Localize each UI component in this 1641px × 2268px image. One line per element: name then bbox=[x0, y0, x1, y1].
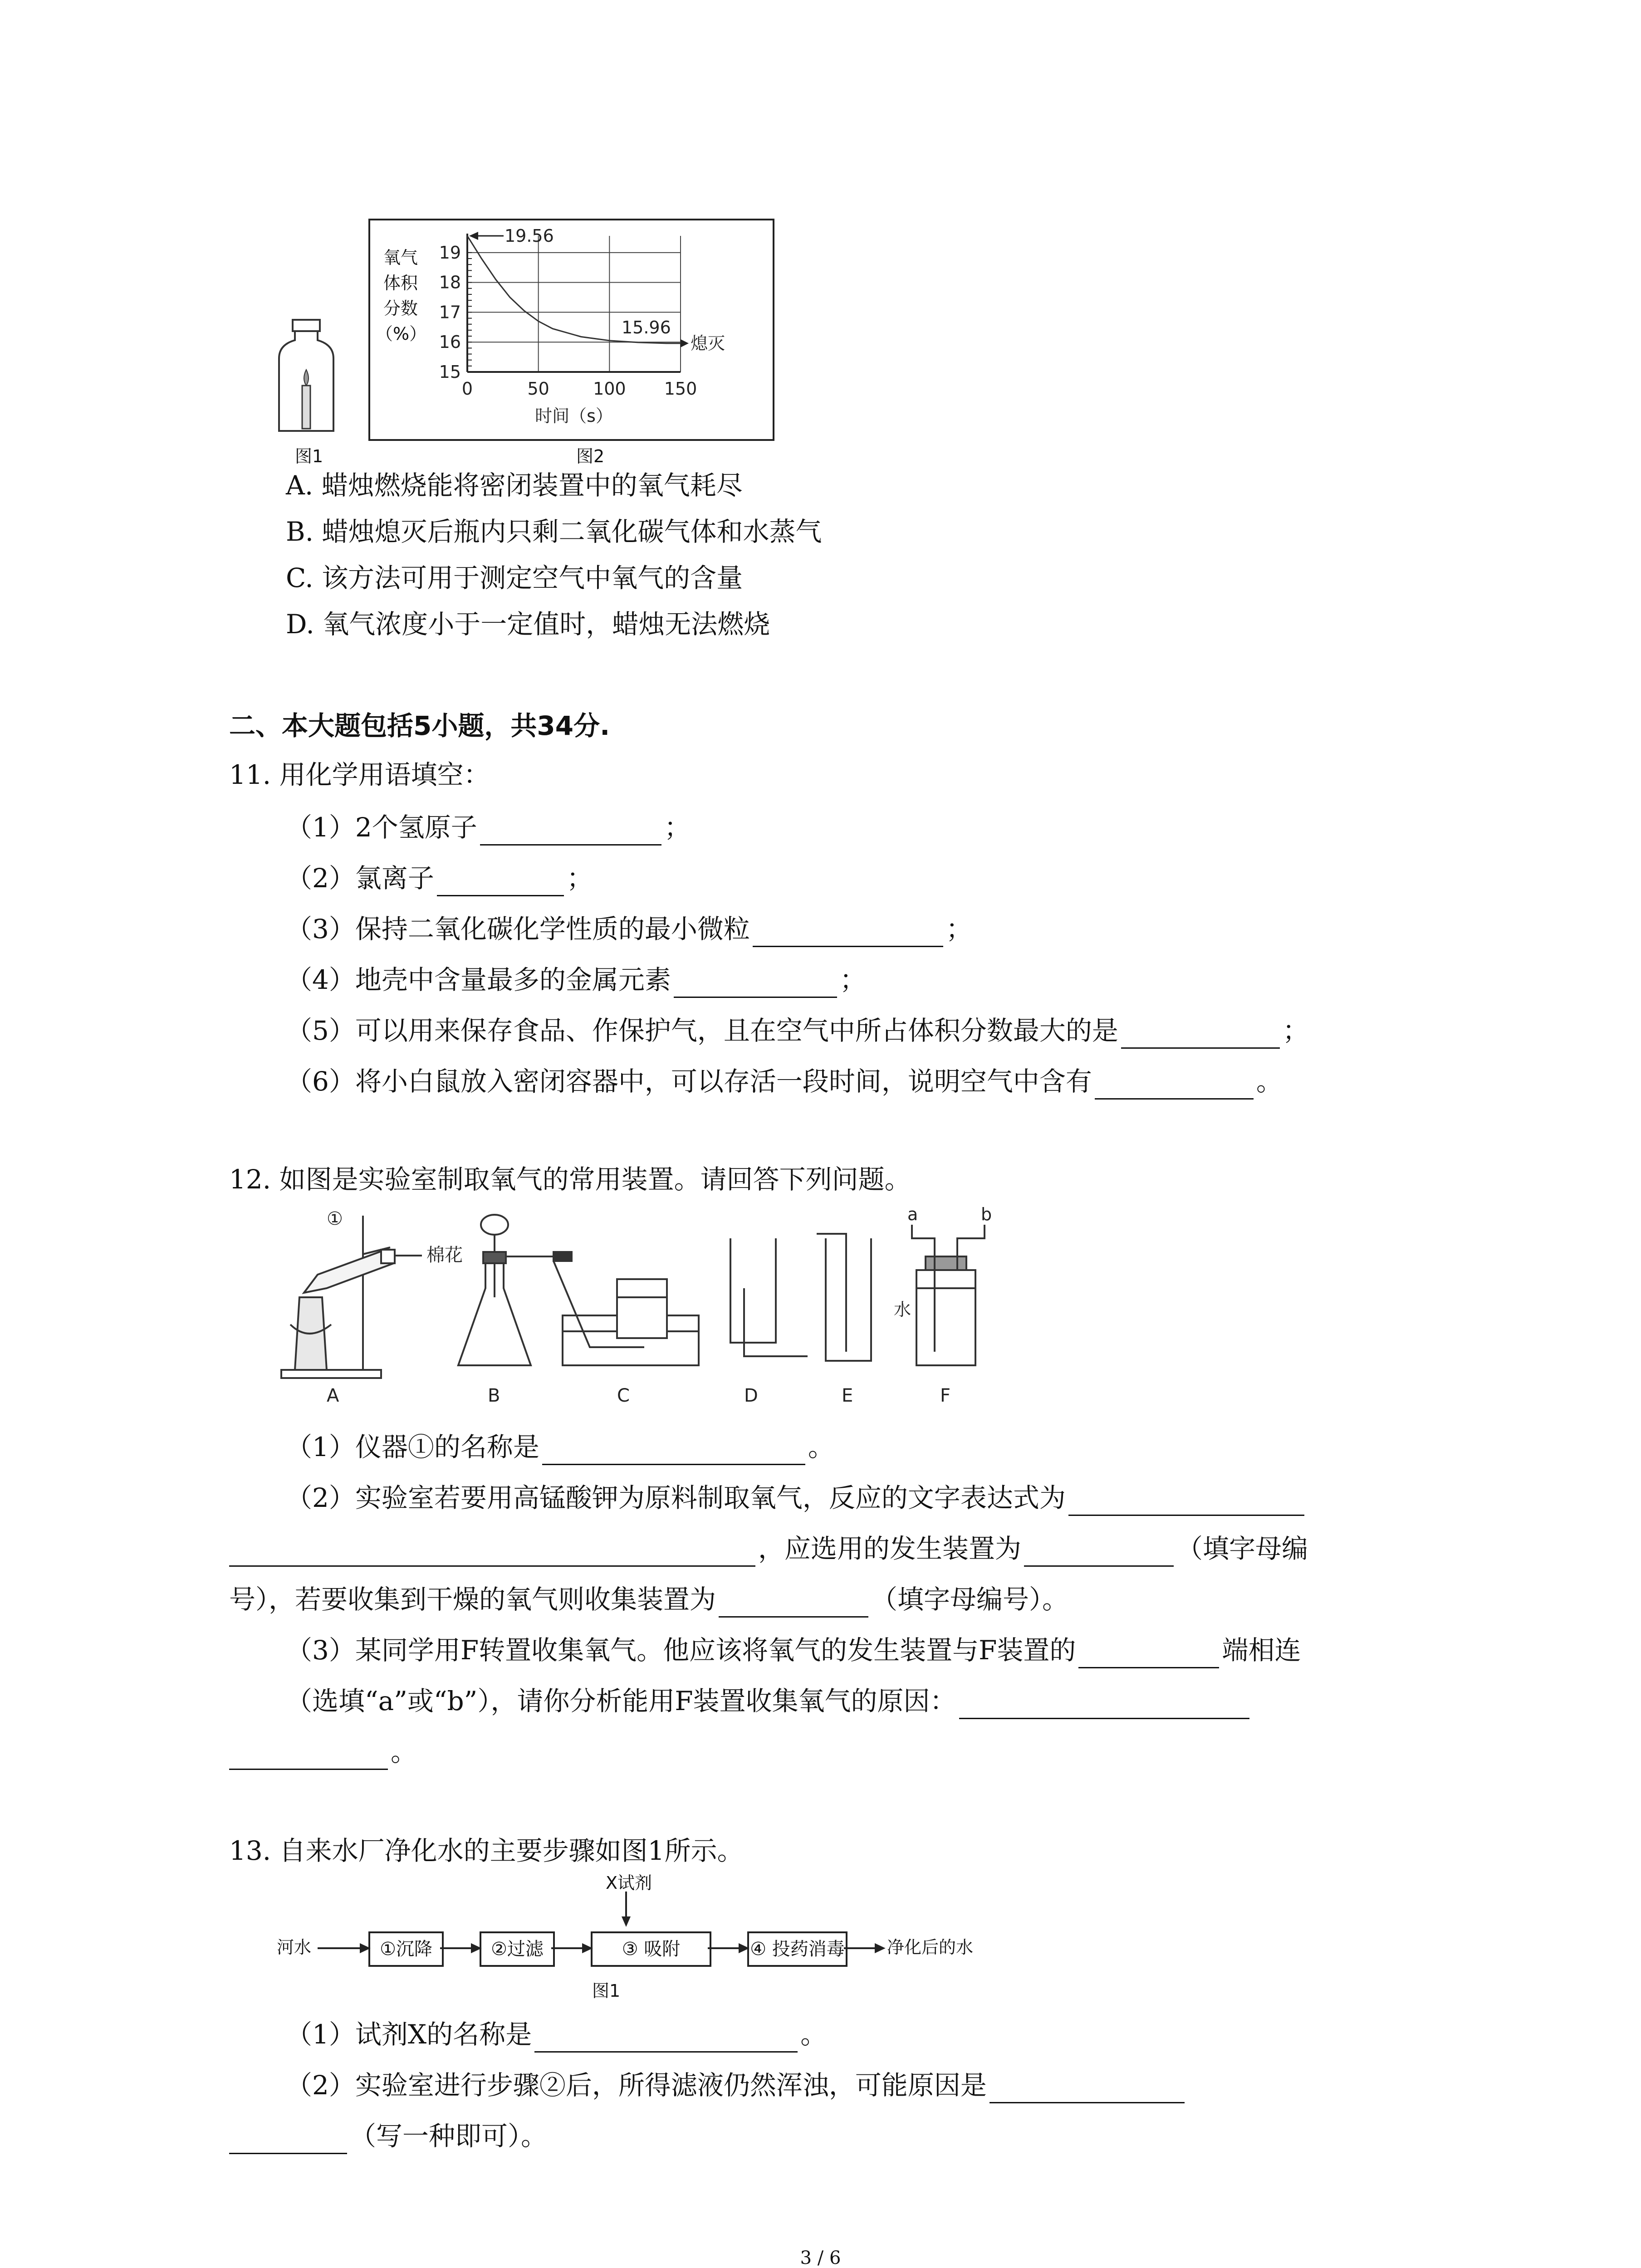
flow-caption: 图1 bbox=[592, 1981, 621, 2001]
end-arrow-head bbox=[681, 339, 689, 347]
x-tick-label: 50 bbox=[527, 379, 549, 399]
q11-item-6-text: （6）将小白鼠放入密闭容器中，可以存活一段时间，说明空气中含有 bbox=[286, 1066, 1092, 1097]
q11-item-3-end: ； bbox=[945, 914, 972, 944]
q13-part-2-text: （2）实验室进行步骤②后，所得滤液仍然浑浊，可能原因是 bbox=[286, 2070, 987, 2101]
q13-part-2 bbox=[286, 2067, 1187, 2103]
start-arrow-head bbox=[469, 232, 478, 240]
x-tick-label: 100 bbox=[593, 379, 626, 399]
q11-stem: 11. 用化学用语填空： bbox=[229, 759, 490, 790]
candle-bottle-figure bbox=[277, 318, 336, 435]
q13-stem: 13. 自来水厂净化水的主要步骤如图1所示。 bbox=[229, 1835, 744, 1866]
fig2-caption: 图2 bbox=[576, 446, 605, 466]
start-value-label: 19.56 bbox=[505, 227, 554, 246]
q13-part-2-line-2 bbox=[229, 2118, 547, 2154]
q12-stem: 12. 如图是实验室制取氧气的常用装置。请回答下列问题。 bbox=[229, 1164, 911, 1195]
q12-part-3-end: 端相连 bbox=[1222, 1635, 1301, 1666]
flow-step-1: ①沉降 bbox=[368, 1931, 444, 1967]
q11-item-4-end: ； bbox=[839, 964, 866, 995]
q12-part-2-text-3: 号），若要收集到干燥的氧气则收集装置为 bbox=[229, 1584, 716, 1615]
q11-item-4 bbox=[286, 962, 866, 998]
q10-option-b: B. 蜡烛熄灭后瓶内只剩二氧化碳气体和水蒸气 bbox=[286, 516, 822, 547]
apparatus-a bbox=[281, 1216, 422, 1378]
q11-item-5-text: （5）可以用来保存食品、作保护气，且在空气中所占体积分数最大的是 bbox=[286, 1015, 1118, 1046]
x-tick-label: 150 bbox=[664, 379, 697, 399]
answer-blank[interactable] bbox=[480, 816, 661, 846]
x-tick-label: 0 bbox=[461, 379, 473, 399]
q11-item-6 bbox=[286, 1063, 1283, 1100]
y-tick-label: 16 bbox=[439, 332, 461, 352]
q12-part-2-end: （填字母编 bbox=[1176, 1533, 1308, 1564]
label-A: A bbox=[327, 1385, 339, 1406]
q11-item-2 bbox=[286, 860, 593, 896]
q11-item-2-end: ； bbox=[566, 863, 593, 894]
chart-ylabel bbox=[376, 245, 426, 347]
section-title: 二、本大题包括5小题，共34分. bbox=[229, 710, 610, 741]
answer-blank[interactable] bbox=[1068, 1486, 1304, 1516]
end-label: 熄灭 bbox=[691, 333, 725, 353]
answer-blank[interactable] bbox=[229, 1537, 755, 1567]
q12-part-3-end-3: 。 bbox=[391, 1736, 417, 1767]
answer-blank[interactable] bbox=[1095, 1070, 1254, 1100]
flow-step-3: ③ 吸附 bbox=[591, 1931, 711, 1967]
end-value-label: 15.96 bbox=[622, 317, 671, 337]
answer-blank[interactable] bbox=[719, 1588, 868, 1618]
q13-part-1-text: （1）试剂X的名称是 bbox=[286, 2019, 532, 2050]
ylabel-line-1: 氧气 bbox=[383, 248, 418, 268]
y-tick-label: 15 bbox=[439, 362, 461, 382]
ylabel-line-3: 分数 bbox=[383, 298, 418, 318]
q12-part-3-text: （3）某同学用F转置收集氧气。他应该将氧气的发生装置与F装置的 bbox=[286, 1635, 1076, 1666]
q10-option-c: C. 该方法可用于测定空气中氧气的含量 bbox=[286, 562, 743, 593]
answer-blank[interactable] bbox=[989, 2074, 1185, 2103]
answer-blank[interactable] bbox=[229, 2125, 347, 2154]
q13-part-2-end: （写一种即可）。 bbox=[350, 2121, 548, 2151]
q12-part-2-line-1 bbox=[286, 1480, 1307, 1516]
q11-item-5 bbox=[286, 1012, 1309, 1049]
q12-part-3-line-2 bbox=[286, 1683, 1252, 1719]
answer-blank[interactable] bbox=[542, 1436, 805, 1465]
y-tick-label: 17 bbox=[439, 302, 461, 323]
q10-option-d: D. 氧气浓度小于一定值时，蜡烛无法燃烧 bbox=[286, 609, 770, 640]
q12-part-3-text-2: （选填“a”或“b”），请你分析能用F装置收集氧气的原因： bbox=[286, 1686, 956, 1716]
x-axis-label: 时间（s） bbox=[535, 406, 613, 426]
answer-blank[interactable] bbox=[437, 867, 564, 896]
fig1-caption: 图1 bbox=[295, 446, 323, 466]
answer-blank[interactable] bbox=[534, 2023, 798, 2053]
q11-item-5-end: ； bbox=[1282, 1015, 1309, 1046]
page-number: 3 / 6 bbox=[800, 2248, 841, 2268]
q13-part-1-end: 。 bbox=[800, 2019, 827, 2050]
label-a: a bbox=[907, 1207, 918, 1224]
ylabel-line-4: （%） bbox=[376, 324, 427, 344]
q11-item-1-text: （1）2个氢原子 bbox=[286, 812, 477, 843]
answer-blank[interactable] bbox=[229, 1740, 388, 1770]
apparatus-d bbox=[730, 1238, 808, 1356]
q12-part-2-line-3 bbox=[229, 1581, 1068, 1618]
q11-item-3-text: （3）保持二氧化碳化学性质的最小微粒 bbox=[286, 914, 750, 944]
label-circle-1: ① bbox=[327, 1208, 343, 1229]
reagent-arrow bbox=[617, 1892, 635, 1928]
apparatus-b bbox=[458, 1215, 554, 1365]
label-D: D bbox=[744, 1385, 758, 1406]
flow-step-2: ②过滤 bbox=[480, 1931, 555, 1967]
answer-blank[interactable] bbox=[674, 968, 837, 998]
q11-item-4-text: （4）地壳中含量最多的金属元素 bbox=[286, 964, 671, 995]
q11-item-3 bbox=[286, 911, 972, 947]
q10-option-a: A. 蜡烛燃烧能将密闭装置中的氧气耗尽 bbox=[286, 470, 743, 501]
answer-blank[interactable] bbox=[1078, 1639, 1219, 1668]
oxygen-chart bbox=[422, 227, 767, 435]
answer-blank[interactable] bbox=[959, 1690, 1249, 1719]
y-tick-label: 19 bbox=[439, 242, 461, 263]
q11-item-2-text: （2）氯离子 bbox=[286, 863, 434, 894]
flow-start: 河水 bbox=[277, 1937, 312, 1957]
q12-part-1-text: （1）仪器①的名称是 bbox=[286, 1432, 539, 1462]
q11-item-6-end: 。 bbox=[1256, 1066, 1283, 1097]
q12-part-2-text: （2）实验室若要用高锰酸钾为原料制取氧气，反应的文字表达式为 bbox=[286, 1482, 1066, 1513]
q12-part-2-line-2 bbox=[229, 1530, 1308, 1567]
q12-part-1-end: 。 bbox=[808, 1432, 834, 1462]
label-water: 水 bbox=[894, 1300, 911, 1320]
flow-reagent: X试剂 bbox=[606, 1873, 652, 1893]
label-b: b bbox=[981, 1207, 992, 1224]
label-C: C bbox=[617, 1385, 630, 1406]
apparatus-c bbox=[554, 1252, 699, 1365]
q13-part-1 bbox=[286, 2016, 827, 2053]
q12-part-3-line-3 bbox=[229, 1734, 417, 1770]
answer-blank[interactable] bbox=[753, 918, 943, 947]
label-cotton: 棉花 bbox=[426, 1245, 463, 1266]
apparatus-f bbox=[912, 1225, 985, 1365]
answer-blank[interactable] bbox=[1024, 1537, 1174, 1567]
q12-part-2-mid: ，应选用的发生装置为 bbox=[758, 1533, 1022, 1564]
flow-step-4: ④ 投药消毒 bbox=[747, 1931, 847, 1967]
apparatus-e bbox=[817, 1234, 871, 1361]
label-B: B bbox=[488, 1385, 500, 1406]
q11-item-1-end: ； bbox=[664, 812, 691, 843]
label-E: E bbox=[842, 1385, 853, 1406]
lab-apparatus-figure bbox=[272, 1207, 1043, 1415]
ylabel-line-2: 体积 bbox=[383, 273, 418, 293]
flow-end: 净化后的水 bbox=[887, 1937, 974, 1957]
y-tick-label: 18 bbox=[439, 272, 461, 293]
q12-part-1 bbox=[286, 1429, 834, 1465]
q12-part-3-line-1 bbox=[286, 1632, 1301, 1668]
answer-blank[interactable] bbox=[1121, 1019, 1280, 1049]
q12-part-2-text-3-end: （填字母编号）。 bbox=[871, 1584, 1069, 1615]
label-F: F bbox=[940, 1385, 951, 1406]
q11-item-1 bbox=[286, 809, 691, 846]
